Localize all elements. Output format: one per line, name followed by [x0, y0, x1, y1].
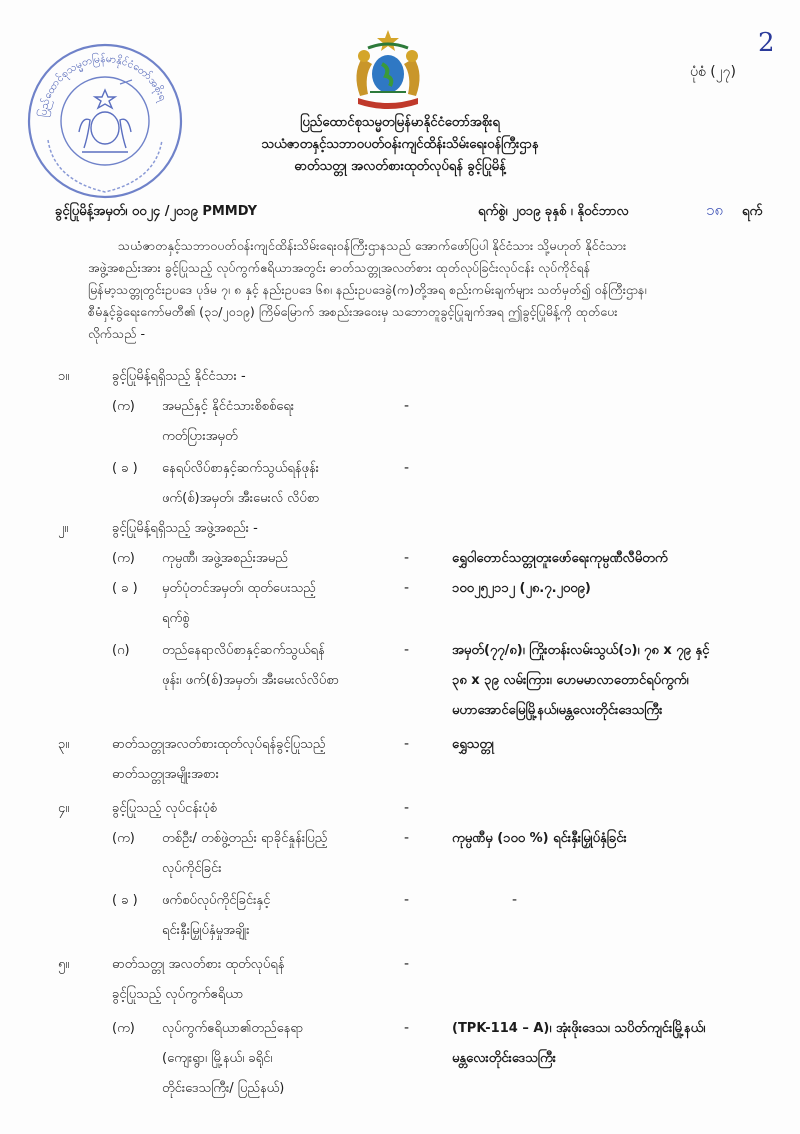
intro-line: အဖွဲ့အစည်းအား ခွင့်ပြုသည့် လုပ်ကွက်ဧရိယာအတွင်း ဓာတ်သတ္တုအလတ်စား ထုတ်လုပ်ခြင်းလုပ်ငန်း လုပ်ကိုင်ရန်	[88, 260, 591, 275]
s1-ka-label-2: ကတ်ပြားအမှတ်	[162, 429, 238, 444]
s3-dash: -	[404, 736, 410, 752]
s1-ka-mark: (က)	[112, 399, 135, 414]
s2-ka-mark: (က)	[112, 551, 135, 566]
s5-ka-label: လုပ်ကွက်ဧရိယာ၏တည်နေရာ	[162, 1021, 304, 1036]
s2-kha-label: မှတ်ပုံတင်အမှတ်၊ ထုတ်ပေးသည့်	[162, 581, 316, 596]
investment-type-value: ကုမ္ပဏီမှ (၁၀၀ %) ရင်းနှီးမြှုပ်နှံခြင်း	[452, 831, 627, 846]
section-2-number: ၂။	[58, 521, 69, 536]
block-location-value-2: မန္တလေးတိုင်းဒေသကြီး	[452, 1051, 556, 1066]
s5-ka-mark: (က)	[112, 1021, 135, 1036]
s2-ga-label: တည်နေရာလိပ်စာနှင့်ဆက်သွယ်ရန်	[162, 643, 325, 658]
s2-kha-dash: -	[404, 580, 410, 596]
section-1-number: ၁။	[58, 369, 70, 384]
s4-ka-dash: -	[404, 830, 410, 846]
form-number: ပုံစံ (၂၇)	[690, 64, 736, 80]
s1-kha-mark: ( ခ )	[112, 461, 138, 476]
s2-ka-label: ကုမ္ပဏီ၊ အဖွဲ့အစည်းအမည်	[162, 551, 288, 566]
section-5-label: ဓာတ်သတ္တု အလတ်စား ထုတ်လုပ်ရန်	[112, 957, 285, 972]
intro-line: သယံဇာတနှင့်သဘာဝပတ်ဝန်းကျင်ထိန်းသိမ်းရေးဝန်ကြီးဌာနသည် အောက်ဖော်ပြပါ နိုင်ငံသား သို့မဟုတ် နိုင်ငံသား	[118, 238, 627, 253]
intro-paragraph	[88, 235, 768, 345]
intro-line: စီမံနှင့်ခွဲရေးကော်မတီ၏ (၃၁/၂၀၁၉) ကြိမ်မြောက် အစည်းအဝေးမှ သဘောတူခွင့်ပြုချက်အရ ဤခွင့်ပြုမိန့်ကို ထုတ်ပေး	[88, 304, 618, 319]
issue-date-text: ရက်စွဲ၊ ၂၀၁၉ ခုနှစ် ၊ နိုဝင်ဘာလ	[478, 204, 629, 219]
mineral-type-value: ရွှေသတ္တု	[452, 737, 494, 752]
s1-kha-label: နေရပ်လိပ်စာနှင့်ဆက်သွယ်ရန်ဖုန်း	[162, 461, 319, 476]
s2-kha-label-2: ရက်စွဲ	[162, 611, 190, 626]
s2-ga-mark: (ဂ)	[112, 643, 130, 658]
block-location-value-1: (TPK-114 – A)၊ အုံးဖိုးဒေသ၊ သပိတ်ကျင်းမြို့နယ်၊	[452, 1021, 706, 1036]
section-4-number: ၄။	[58, 801, 70, 816]
intro-line: လိုက်သည် -	[88, 326, 146, 341]
section-3-label-2: ဓာတ်သတ္တုအမျိုးအစား	[112, 767, 219, 782]
section-3-number: ၃။	[58, 737, 70, 752]
s5-ka-label-3: တိုင်းဒေသကြီး/ ပြည်နယ်)	[162, 1081, 285, 1096]
header-line-1: ပြည်ထောင်စုသမ္မတမြန်မာနိုင်ငံတော်အစိုးရ	[300, 115, 500, 130]
address-value-1: အမှတ်(၇၇/၈)၊ ကြိုးတန်းလမ်းသွယ်(၁)၊ ၇၈ x ၇၉ နှင့်	[452, 643, 710, 658]
header-line-2: သယံဇာတနှင့်သဘာဝပတ်ဝန်းကျင်ထိန်းသိမ်းရေးဝန်ကြီးဌာန	[261, 137, 539, 152]
header-line-3: ဓာတ်သတ္တု အလတ်စားထုတ်လုပ်ရန် ခွင့်ပြုမိန့်	[294, 159, 506, 174]
s4-ka-mark: (က)	[112, 831, 135, 846]
intro-line: မြန်မာ့သတ္တုတွင်းဥပဒေ ပုဒ်မ ၇၊ ၈ နှင့် နည်းဥပဒေ ၆၈၊ နည်းဥပဒေခွဲ(က)တို့အရ စည်းကမ်းချက်များ သတ်မှတ်၍ ဝန်ကြီးဌာန၊	[88, 282, 647, 297]
state-emblem	[338, 28, 438, 116]
s5-ka-label-2: (ကျေးရွာ၊ မြို့နယ်၊ ခရိုင်၊	[162, 1051, 273, 1066]
issue-date-day: ၁၈	[706, 201, 724, 219]
s5-ka-dash: -	[404, 1020, 410, 1036]
s4-ka-label-2: လုပ်ကိုင်ခြင်း	[162, 861, 222, 876]
section-5-number: ၅။	[58, 957, 70, 972]
s1-ka-dash: -	[404, 398, 410, 414]
s2-ka-dash: -	[404, 550, 410, 566]
section-1-title: ခွင့်ပြုမိန့်ရရှိသည့် နိုင်ငံသား -	[112, 369, 246, 384]
s4-dash: -	[404, 800, 410, 816]
permit-number: ခွင့်ပြုမိန့်အမှတ်၊ ၀၀၂၄ /၂၀၁၉ PMMDY	[55, 204, 257, 219]
address-value-3: မဟာအောင်မြေမြို့နယ်၊မန္တလေးတိုင်းဒေသကြီး	[452, 703, 663, 718]
s4-kha-label-2: ရင်းနှီးမြှုပ်နှံမှုအချိုး	[162, 923, 250, 938]
s1-kha-label-2: ဖက်(စ်)အမှတ်၊ အီးမေးလ် လိပ်စာ	[162, 491, 320, 506]
ministry-seal	[24, 40, 186, 202]
section-5-label-2: ခွင့်ပြုသည့် လုပ်ကွက်ဧရိယာ	[112, 987, 244, 1002]
section-3-label: ဓာတ်သတ္တုအလတ်စားထုတ်လုပ်ရန်ခွင့်ပြုသည့်	[112, 737, 326, 752]
s4-kha-label: ဖက်စပ်လုပ်ကိုင်ခြင်းနှင့်	[162, 893, 271, 908]
s5-dash: -	[404, 956, 410, 972]
joint-venture-value: -	[512, 892, 518, 908]
s4-kha-dash: -	[404, 892, 410, 908]
s1-ka-label: အမည်နှင့် နိုင်ငံသားစိစစ်ရေး	[162, 399, 295, 414]
s4-kha-mark: ( ခ )	[112, 893, 138, 908]
s2-kha-mark: ( ခ )	[112, 581, 138, 596]
issue-date-suffix: ရက်	[742, 204, 763, 219]
company-name-value: ရွှေဝါတောင်သတ္တုတူးဖော်ရေးကုမ္ပဏီလီမိတက်	[452, 551, 668, 566]
s4-ka-label: တစ်ဦး/ တစ်ဖွဲ့တည်း ရာခိုင်နှုန်းပြည့်	[162, 831, 328, 846]
section-4-title: ခွင့်ပြုသည့် လုပ်ငန်းပုံစံ	[112, 801, 217, 816]
s2-ga-label-2: ဖုန်း၊ ဖက်(စ်)အမှတ်၊ အီးမေးလ်လိပ်စာ	[162, 673, 339, 688]
s2-ga-dash: -	[404, 642, 410, 658]
section-2-title: ခွင့်ပြုမိန့်ရရှိသည့် အဖွဲ့အစည်း -	[112, 521, 258, 536]
registration-value: ၁၀၀၂၅၂၁၁၂ (၂၈.၇.၂၀၀၉)	[452, 581, 591, 596]
address-value-2: ၃၈ x ၃၉ လမ်းကြား၊ ဟေမမာလာတောင်ရပ်ကွက်၊	[452, 673, 689, 688]
handwritten-page-mark: 2	[758, 28, 775, 58]
svg-text:ပြည်ထောင်စုသမ္မတမြန်မာနိုင်ငံတ: ပြည်ထောင်စုသမ္မတမြန်မာနိုင်ငံတော်အစိုးရ	[37, 52, 170, 118]
s1-kha-dash: -	[404, 460, 410, 476]
